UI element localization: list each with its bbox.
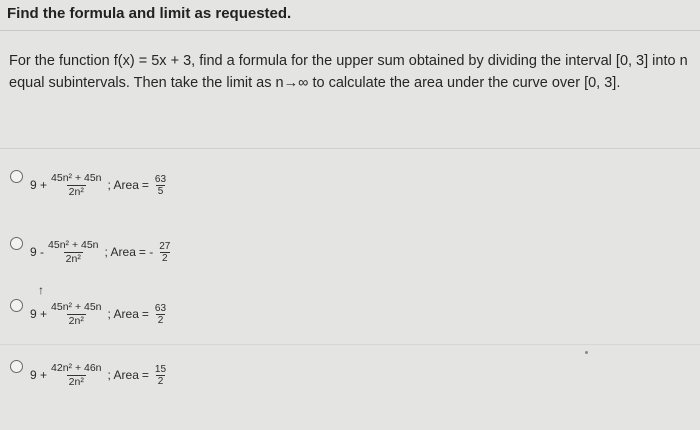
area-numerator: 63 <box>154 302 167 314</box>
formula-lead: 9 + <box>30 178 48 192</box>
area-label: ; Area <box>107 368 139 382</box>
area-denominator: 2 <box>157 314 164 326</box>
area-denominator: 2 <box>162 252 168 264</box>
formula-lead: 9 + <box>30 307 48 321</box>
radio-button[interactable] <box>10 360 23 373</box>
area-numerator: 15 <box>154 363 167 375</box>
radio-button[interactable] <box>10 237 23 250</box>
formula-lead: 9 - <box>30 245 45 259</box>
divider <box>0 148 700 149</box>
mouse-cursor-icon: ↑ <box>38 283 44 297</box>
fraction-numerator: 45n² + 45n <box>51 300 102 313</box>
answer-option-4[interactable] <box>10 350 690 400</box>
area-fraction <box>153 303 168 326</box>
page-title: Find the formula and limit as requested. <box>7 5 292 22</box>
formula-fraction <box>46 239 101 266</box>
area-numerator: 27 <box>159 240 171 252</box>
area-fraction <box>153 174 168 197</box>
formula-fraction <box>49 362 104 389</box>
equals-sign: = <box>141 368 149 382</box>
area-label: ; Area <box>104 245 136 259</box>
fraction-numerator: 45n² + 45n <box>51 171 102 184</box>
speck <box>585 351 588 354</box>
radio-button[interactable] <box>10 170 23 183</box>
area-label: ; Area <box>107 307 139 321</box>
fraction-numerator: 45n² + 45n <box>48 238 99 251</box>
fraction-denominator: 2n² <box>68 314 84 327</box>
fraction-denominator: 2n² <box>68 185 84 198</box>
area-label: ; Area <box>107 178 139 192</box>
area-fraction <box>153 364 168 387</box>
divider <box>0 344 700 345</box>
divider <box>0 30 700 31</box>
question-text: For the function f(x) = 5x + 3, find a formula for the upper sum obtained by dividing the interval [0, 3] into n equal subintervals. Then take the limit as n→∞ to calculate the area under the curve over [0, 3]. <box>9 53 688 91</box>
formula-fraction <box>49 172 104 199</box>
answer-option-1[interactable] <box>10 160 690 210</box>
option-formula <box>30 160 169 210</box>
answer-option-3[interactable] <box>10 283 690 339</box>
option-formula <box>30 227 173 277</box>
answer-option-2[interactable] <box>10 227 690 277</box>
equals-sign: = <box>141 307 149 321</box>
equals-sign: = - <box>138 245 154 259</box>
fraction-denominator: 2n² <box>65 252 81 265</box>
formula-fraction <box>49 301 104 328</box>
option-formula <box>30 350 169 400</box>
option-formula <box>30 289 169 339</box>
area-denominator: 5 <box>157 185 164 197</box>
fraction-numerator: 42n² + 46n <box>51 361 102 374</box>
area-numerator: 63 <box>154 173 167 185</box>
area-fraction <box>157 241 172 264</box>
equals-sign: = <box>141 178 149 192</box>
radio-button[interactable] <box>10 299 23 312</box>
area-denominator: 2 <box>157 375 164 387</box>
fraction-denominator: 2n² <box>68 375 84 388</box>
formula-lead: 9 + <box>30 368 48 382</box>
